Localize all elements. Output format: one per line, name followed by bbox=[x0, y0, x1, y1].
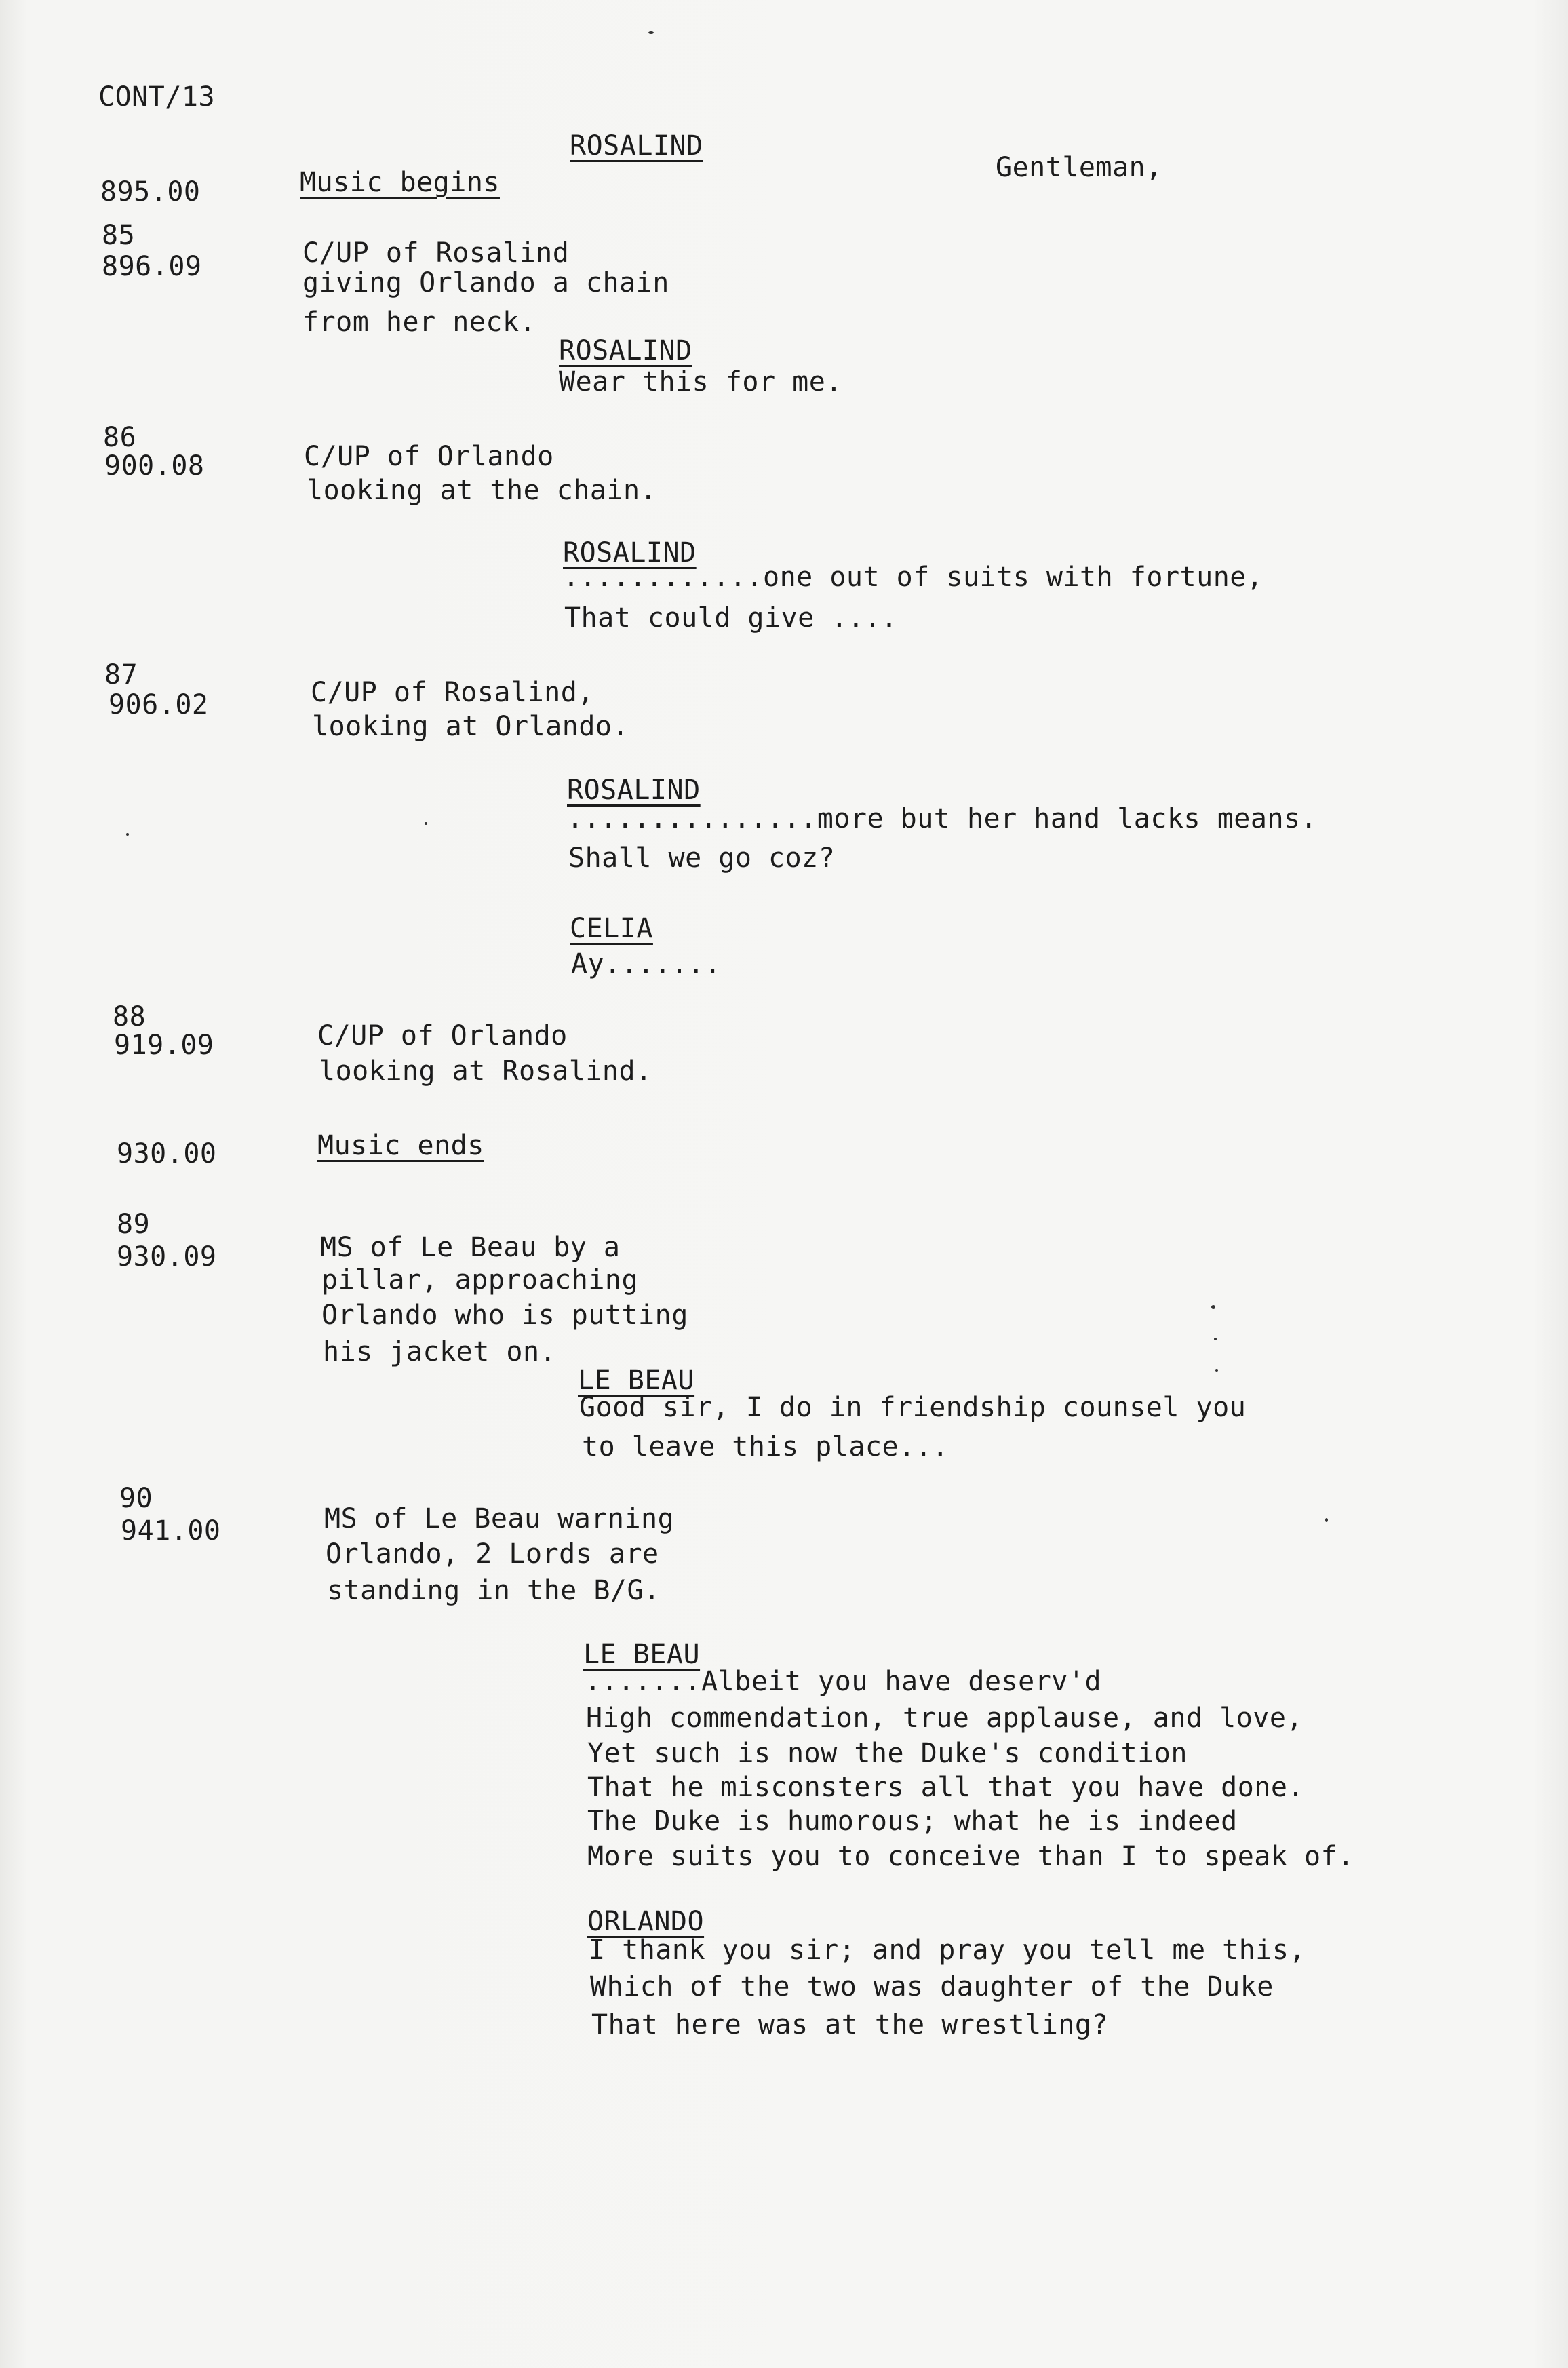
dialogue-line: That he misconsters all that you have done. bbox=[587, 1772, 1305, 1803]
ink-speck bbox=[1214, 1338, 1217, 1340]
shot-description: Orlando who is putting bbox=[321, 1300, 688, 1331]
shot-description: looking at Orlando. bbox=[312, 711, 629, 742]
dialogue-line: The Duke is humorous; what he is indeed bbox=[587, 1806, 1238, 1837]
shot-number: 89 bbox=[117, 1209, 151, 1240]
shot-description: C/UP of Rosalind bbox=[302, 237, 570, 269]
timecode: 896.09 bbox=[102, 251, 202, 282]
shot-number: 85 bbox=[102, 220, 136, 251]
shot-description: C/UP of Rosalind, bbox=[311, 677, 594, 708]
shot-description: pillar, approaching bbox=[321, 1264, 639, 1296]
shot-description: C/UP of Orlando bbox=[317, 1020, 568, 1051]
timecode: 930.09 bbox=[117, 1241, 217, 1273]
speaker-name: ROSALIND bbox=[563, 537, 697, 568]
timecode: 941.00 bbox=[121, 1515, 221, 1547]
ink-speck bbox=[1325, 1518, 1328, 1522]
dialogue-line: That here was at the wrestling? bbox=[591, 2009, 1109, 2040]
ink-speck bbox=[1211, 1305, 1215, 1309]
shot-description: standing in the B/G. bbox=[327, 1575, 661, 1606]
dialogue-line: Which of the two was daughter of the Duke bbox=[590, 1971, 1274, 2002]
dialogue-line: to leave this place... bbox=[582, 1431, 949, 1462]
ink-speck bbox=[425, 822, 427, 825]
shot-number: 87 bbox=[104, 659, 138, 691]
speaker-name: ROSALIND bbox=[559, 335, 692, 366]
shot-number: 90 bbox=[119, 1483, 153, 1514]
music-cue: Music ends bbox=[317, 1130, 484, 1161]
timecode: 900.08 bbox=[104, 450, 205, 482]
timecode: 930.00 bbox=[117, 1138, 217, 1169]
dialogue-line: I thank you sir; and pray you tell me this, bbox=[589, 1935, 1306, 1966]
dialogue-line: Good sir, I do in friendship counsel you bbox=[579, 1392, 1247, 1423]
shot-description: looking at the chain. bbox=[307, 475, 657, 506]
timecode: 906.02 bbox=[109, 689, 209, 720]
shot-number: 88 bbox=[113, 1001, 146, 1032]
timecode: 919.09 bbox=[114, 1030, 214, 1061]
dialogue-line: Wear this for me. bbox=[559, 366, 842, 397]
shot-description: Orlando, 2 Lords are bbox=[326, 1538, 659, 1570]
music-cue: Music begins bbox=[300, 167, 500, 198]
dialogue-line: Ay....... bbox=[571, 948, 722, 979]
shot-description: MS of Le Beau warning bbox=[324, 1503, 675, 1534]
shot-description: C/UP of Orlando bbox=[304, 441, 554, 472]
dialogue-line: That could give .... bbox=[564, 602, 898, 634]
page-reference: CONT/13 bbox=[98, 81, 216, 113]
ink-speck bbox=[648, 31, 654, 34]
shot-description: giving Orlando a chain bbox=[302, 267, 669, 298]
shot-number: 86 bbox=[103, 422, 137, 453]
dialogue-line: .......Albeit you have deserv'd bbox=[585, 1666, 1102, 1697]
ink-speck bbox=[126, 833, 129, 836]
dialogue-line: High commendation, true applause, and love, bbox=[586, 1703, 1304, 1734]
dialogue-line: Gentleman, bbox=[996, 152, 1162, 183]
speaker-name: CELIA bbox=[570, 913, 653, 944]
speaker-name: LE BEAU bbox=[578, 1365, 695, 1396]
dialogue-line: ............one out of suits with fortune, bbox=[563, 562, 1263, 593]
speaker-name: ROSALIND bbox=[567, 775, 701, 806]
dialogue-line: Yet such is now the Duke's condition bbox=[587, 1738, 1188, 1769]
dialogue-line: ...............more but her hand lacks means. bbox=[567, 803, 1318, 834]
shot-description: from her neck. bbox=[302, 307, 536, 338]
speaker-name: LE BEAU bbox=[583, 1639, 701, 1670]
dialogue-line: Shall we go coz? bbox=[568, 842, 836, 874]
shot-description: MS of Le Beau by a bbox=[320, 1232, 621, 1263]
ink-speck bbox=[1215, 1369, 1218, 1372]
dialogue-line: More suits you to conceive than I to speak of. bbox=[587, 1841, 1354, 1872]
shot-description: his jacket on. bbox=[323, 1336, 557, 1367]
shot-description: looking at Rosalind. bbox=[319, 1055, 652, 1087]
timecode: 895.00 bbox=[100, 176, 201, 208]
speaker-name: ROSALIND bbox=[570, 130, 703, 161]
speaker-name: ORLANDO bbox=[587, 1906, 705, 1937]
